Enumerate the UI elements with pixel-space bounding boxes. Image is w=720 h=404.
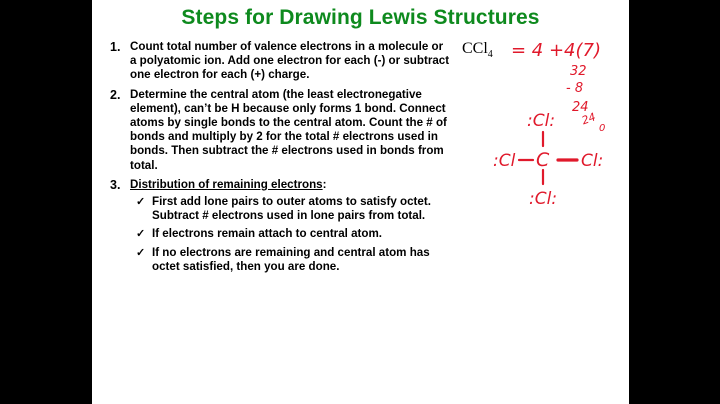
sub-item-text: If electrons remain attach to central atom. bbox=[152, 227, 383, 241]
handwriting-layer bbox=[92, 0, 629, 404]
atom-right: Cl: bbox=[581, 151, 604, 171]
atom-left: :Cl bbox=[493, 151, 516, 171]
step-number: 3. bbox=[110, 177, 121, 192]
step-heading: Distribution of remaining electrons bbox=[130, 177, 323, 191]
formula-subscript: 4 bbox=[487, 49, 493, 61]
checkmark-icon: ✓ bbox=[136, 196, 146, 209]
handwritten-num: 0 bbox=[599, 123, 606, 134]
formula-base: CCl bbox=[462, 40, 488, 57]
checkmark-icon: ✓ bbox=[136, 228, 146, 241]
atom-bottom: :Cl: bbox=[529, 189, 558, 209]
slide bbox=[92, 0, 629, 404]
step-heading-colon: : bbox=[322, 177, 327, 191]
handwritten-num: 24 bbox=[579, 110, 598, 128]
handwritten-equation: = 4 +4(7) bbox=[511, 40, 602, 61]
checkmark-icon: ✓ bbox=[136, 246, 146, 259]
step-number: 1. bbox=[110, 40, 121, 54]
step-text: Count total number of valence electrons in a molecule or a polyatomic ion. Add one electron for each (-) or subtract one electron for each (+) charge. bbox=[130, 40, 450, 82]
slide-title: Steps for Drawing Lewis Structures bbox=[181, 6, 540, 29]
handwritten-num: 32 bbox=[570, 64, 587, 79]
atom-top: :Cl: bbox=[527, 111, 556, 131]
step-text: Determine the central atom (the least electronegative element), can’t be H because only forms 1 bond. Connect atoms by single bonds to the central atom. Count the # of bonds and multiply by 2 for the total # electrons used in bonds. Then subtract the # electrons used in bonds from total. bbox=[130, 87, 447, 172]
sub-item-text: If no electrons are remaining and central atom has octet satisfied, then you are done. bbox=[152, 245, 430, 273]
handwritten-num: 24 bbox=[572, 100, 589, 115]
sub-item-text: First add lone pairs to outer atoms to satisfy octet. Subtract # electrons used in lone pairs from total. bbox=[152, 195, 431, 223]
handwritten-num: - 8 bbox=[566, 81, 584, 96]
step-number: 2. bbox=[110, 87, 121, 102]
atom-center: C bbox=[536, 149, 550, 171]
